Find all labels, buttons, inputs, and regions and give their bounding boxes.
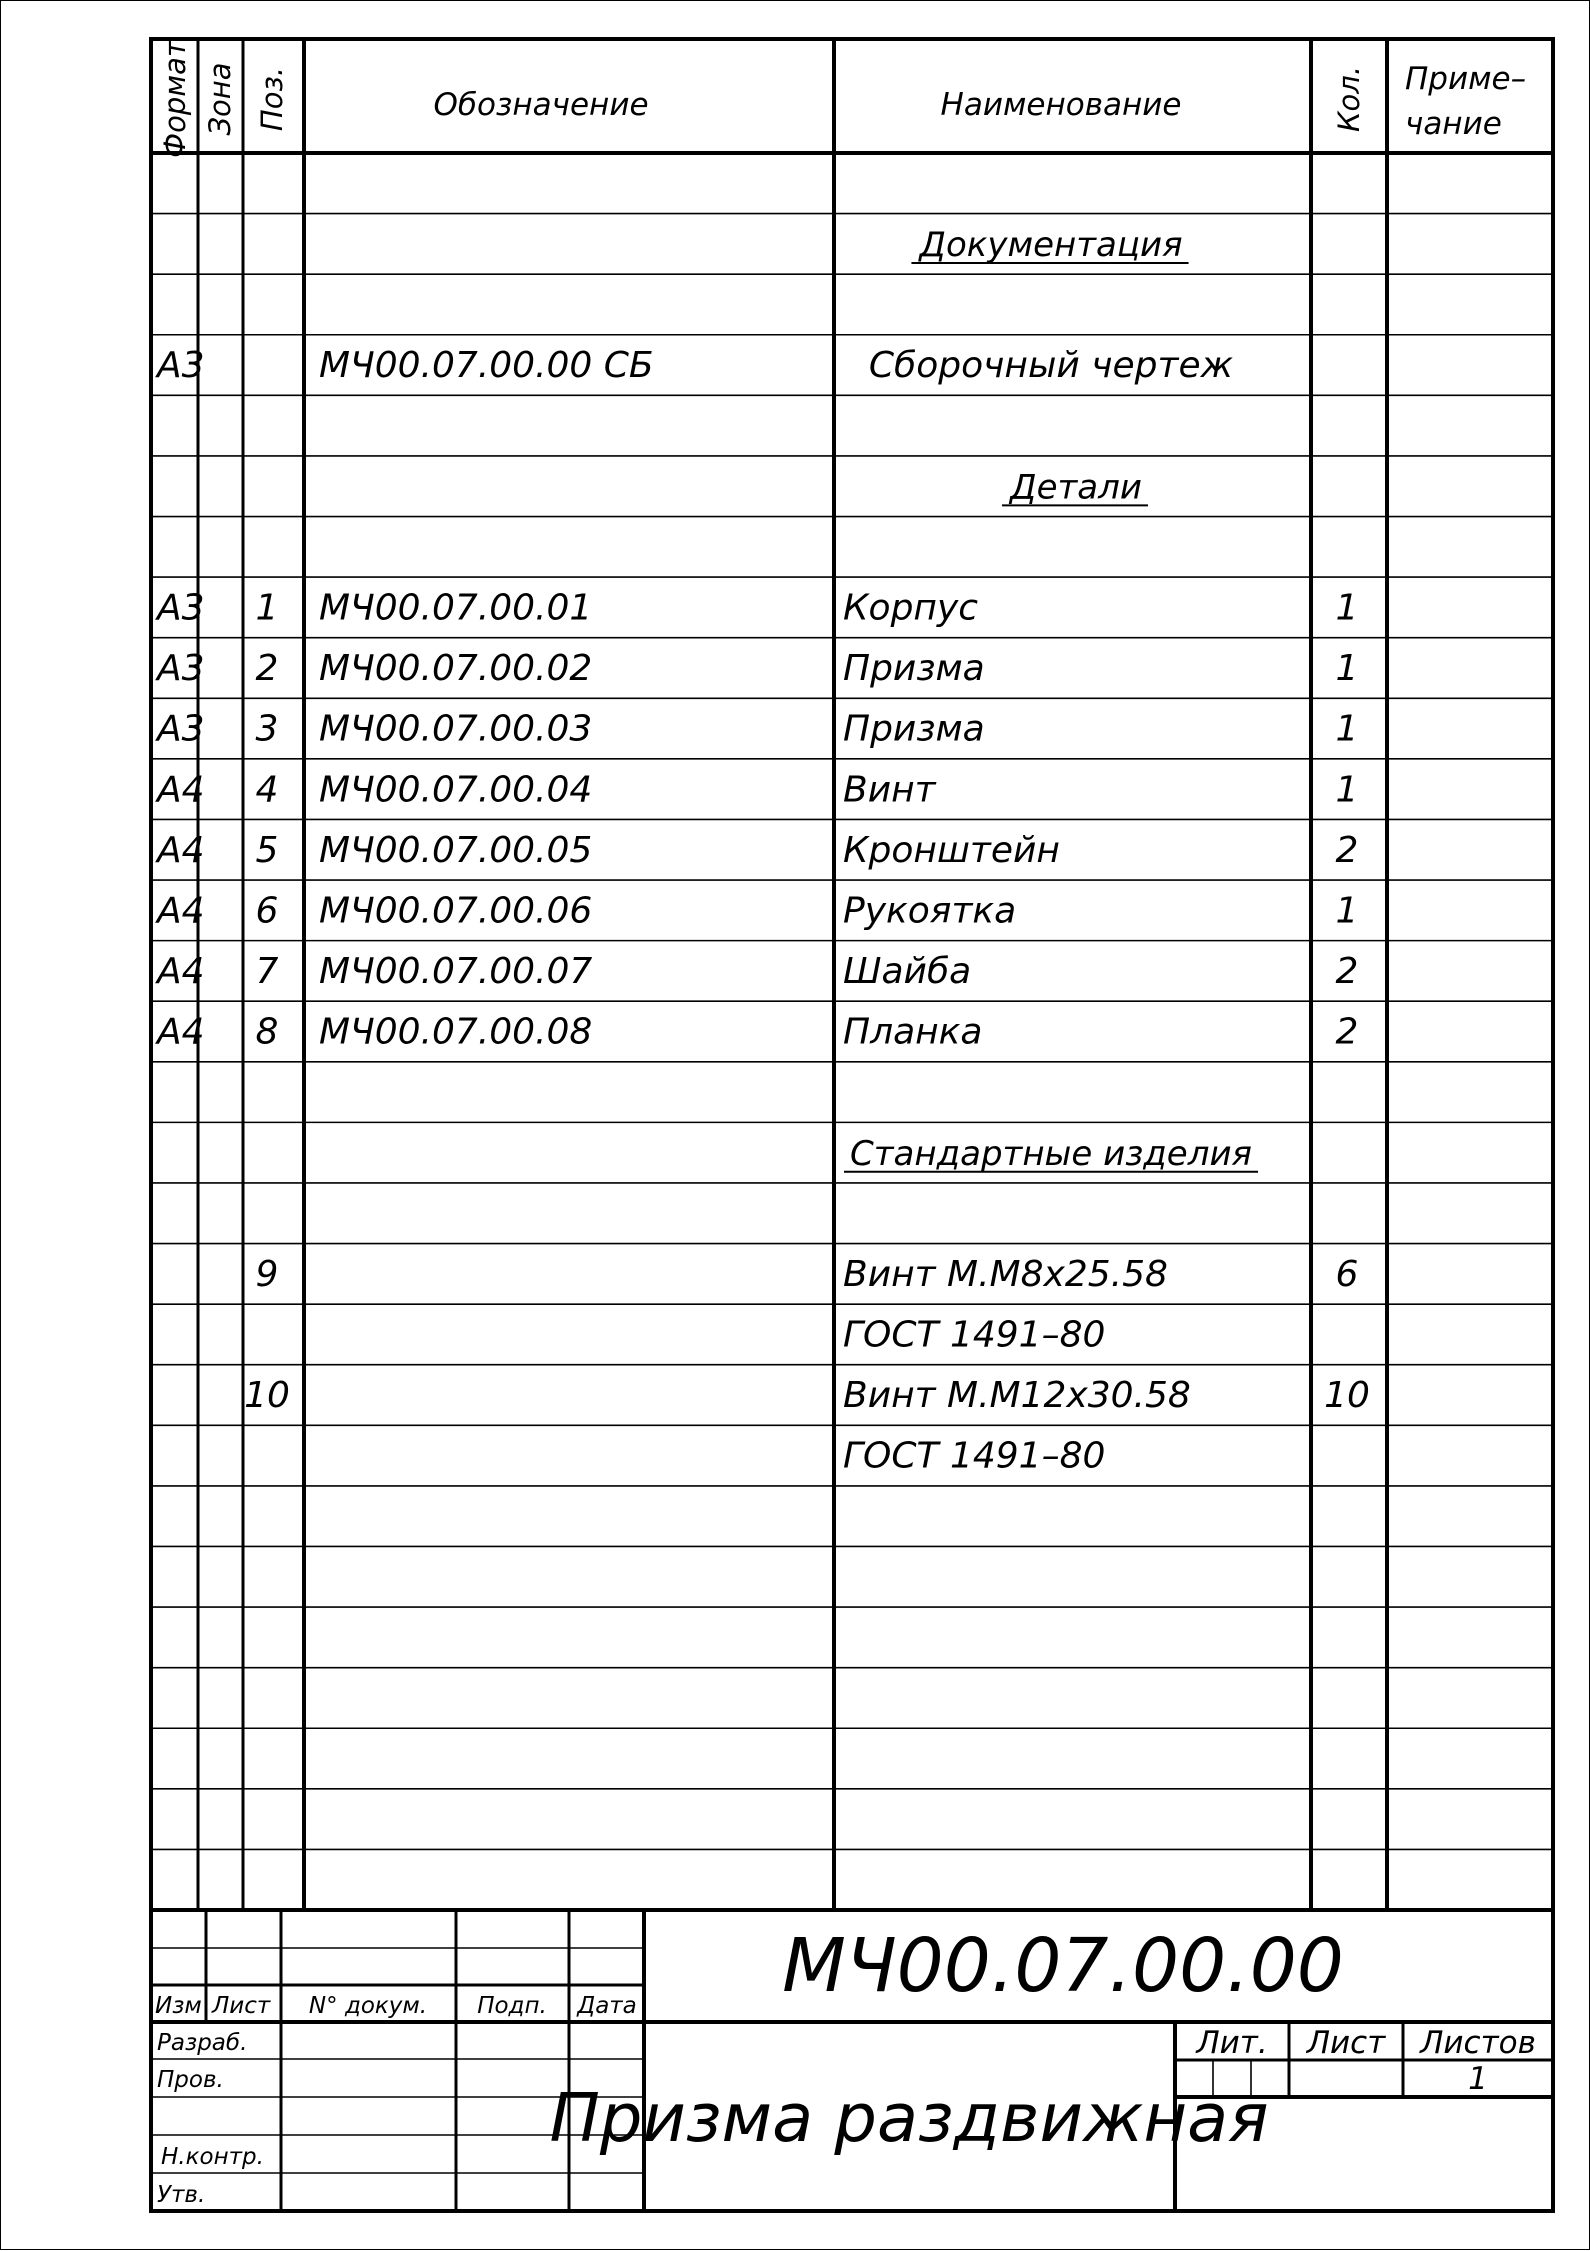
table-row <box>155 345 1234 386</box>
tb-lit: Лит. <box>1196 2025 1268 2061</box>
cell-pos: 8 <box>255 1011 279 1053</box>
cell-name: Кронштейн <box>843 829 1060 871</box>
cell-name: Сборочный чертеж <box>868 345 1234 387</box>
cell-designation: МЧ00.07.00.04 <box>319 769 593 811</box>
table-row <box>155 830 1358 871</box>
cell-designation: МЧ00.07.00.05 <box>319 829 593 871</box>
cell-qty: 2 <box>1335 951 1359 993</box>
cell-name: Стандартные изделия <box>849 1133 1253 1174</box>
specification-form <box>1 1 1590 2251</box>
table-header <box>158 39 1526 158</box>
tb-utv: Утв. <box>157 2182 206 2208</box>
cell-pos: 6 <box>255 890 279 932</box>
header-note-line1: Приме– <box>1405 61 1527 97</box>
cell-format: А4 <box>157 1011 205 1053</box>
cell-pos: 4 <box>255 769 279 811</box>
tb-data: Дата <box>577 1993 637 2019</box>
cell-format: А3 <box>157 587 205 629</box>
cell-qty: 10 <box>1324 1375 1370 1417</box>
header-zone: Зона <box>203 62 237 136</box>
cell-format: А3 <box>157 708 205 750</box>
header-qty: Кол. <box>1332 65 1366 133</box>
tb-izm: Изм <box>155 1993 202 2019</box>
tb-razrab: Разраб. <box>157 2030 248 2056</box>
cell-qty: 1 <box>1335 648 1359 690</box>
cell-name: Рукоятка <box>843 890 1017 932</box>
header-name: Наименование <box>940 87 1182 123</box>
cell-qty: 2 <box>1335 829 1359 871</box>
cell-designation: МЧ00.07.00.01 <box>319 587 593 629</box>
table-row <box>911 225 1188 265</box>
cell-format: А4 <box>157 769 205 811</box>
tb-list: Лист <box>212 1993 271 2019</box>
table-row <box>155 648 1358 689</box>
table-row <box>256 1254 1359 1295</box>
cell-name: Винт М.М8х25.58 <box>843 1253 1168 1295</box>
cell-pos: 2 <box>255 648 279 690</box>
cell-name: Призма <box>843 648 985 690</box>
cell-name: Винт <box>843 769 936 811</box>
header-pos: Поз. <box>255 66 289 132</box>
table-row <box>843 1315 1105 1356</box>
cell-format: А4 <box>157 829 205 871</box>
cell-pos: 9 <box>255 1253 279 1295</box>
cell-designation: МЧ00.07.00.02 <box>319 648 593 690</box>
cell-format: А3 <box>157 345 205 387</box>
cell-qty: 6 <box>1335 1253 1359 1295</box>
cell-pos: 5 <box>255 829 279 871</box>
tb-podp: Подп. <box>477 1993 547 2019</box>
title-block-text <box>155 1923 1536 2208</box>
table-row <box>843 1436 1105 1477</box>
cell-pos: 7 <box>255 951 279 993</box>
cell-qty: 1 <box>1335 587 1359 629</box>
table-row <box>155 1012 1358 1053</box>
cell-name: Документация <box>919 224 1183 265</box>
cell-designation: МЧ00.07.00.06 <box>319 890 593 932</box>
cell-qty: 1 <box>1335 708 1359 750</box>
cell-name: Винт М.М12х30.58 <box>843 1375 1191 1417</box>
cell-qty: 2 <box>1335 1011 1359 1053</box>
tb-title: Призма раздвижная <box>549 2079 1269 2157</box>
cell-name: Планка <box>843 1011 983 1053</box>
table-row <box>155 709 1358 750</box>
cell-format: А3 <box>157 648 205 690</box>
cell-designation: МЧ00.07.00.00 СБ <box>319 345 654 387</box>
cell-pos: 10 <box>244 1375 290 1417</box>
spec-rows <box>155 225 1370 1477</box>
cell-pos: 3 <box>255 708 279 750</box>
cell-name: Корпус <box>843 587 979 629</box>
table-row <box>155 588 1358 629</box>
tb-listov: Листов <box>1420 2025 1536 2061</box>
cell-designation: МЧ00.07.00.08 <box>319 1011 593 1053</box>
table-row <box>844 1134 1258 1174</box>
tb-n-kontr: Н.контр. <box>161 2144 264 2170</box>
header-designation: Обозначение <box>433 87 649 123</box>
cell-designation: МЧ00.07.00.03 <box>319 708 593 750</box>
cell-name: Призма <box>843 708 985 750</box>
header-format: Формат <box>158 40 192 158</box>
table-row <box>155 890 1358 931</box>
cell-name: Детали <box>1010 467 1142 508</box>
tb-list2: Лист <box>1306 2025 1386 2061</box>
tb-prov: Пров. <box>157 2067 224 2093</box>
cell-format: А4 <box>157 890 205 932</box>
cell-name: Шайба <box>843 951 972 993</box>
cell-qty: 1 <box>1335 890 1359 932</box>
tb-listov-value: 1 <box>1468 2061 1488 2097</box>
cell-name: ГОСТ 1491–80 <box>843 1435 1106 1477</box>
table-row <box>155 951 1358 992</box>
cell-format: А4 <box>157 951 205 993</box>
tb-designation: МЧ00.07.00.00 <box>782 1923 1344 2009</box>
tb-n-dokum: N° докум. <box>308 1993 428 2019</box>
header-note-line2: чание <box>1405 106 1502 142</box>
table-row <box>155 769 1358 810</box>
cell-designation: МЧ00.07.00.07 <box>319 951 593 993</box>
cell-name: ГОСТ 1491–80 <box>843 1314 1106 1356</box>
cell-qty: 1 <box>1335 769 1359 811</box>
table-row <box>244 1375 1370 1416</box>
cell-pos: 1 <box>255 587 279 629</box>
table-row <box>1002 467 1148 507</box>
